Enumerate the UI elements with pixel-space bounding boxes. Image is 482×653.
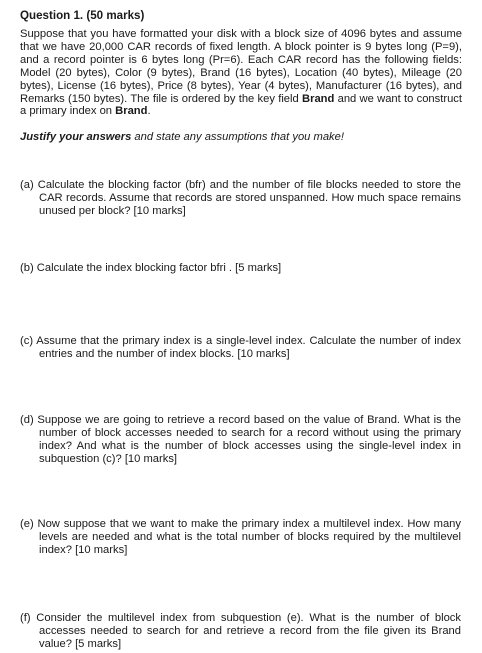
- question-intro: [20, 28, 462, 118]
- justify-emphasis: Justify your answers: [20, 131, 132, 143]
- subquestion-c: (c) Assume that the primary index is a single-level index. Calculate the number of index entries and the number of index blocks. [10 marks]: [20, 335, 461, 360]
- intro-text-continued: and we want to construct a primary index on: [20, 92, 463, 118]
- key-field-name: Brand: [302, 92, 335, 105]
- subquestion-b: (b) Calculate the index blocking factor bfri . [5 marks]: [20, 262, 282, 274]
- intro-text: Suppose that you have formatted your disk with a block size of 4096 bytes and assume that we have 20,000 CAR records of fixed length. A block pointer is 9 bytes long (P=9), and a record pointer is 6 bytes long (Pr=6). Each CAR record has the following fields: Model (20 bytes), Color (9 bytes), Brand (16 bytes), Location (40 bytes), Mileage (20 bytes), License (16 bytes), Price (8 bytes), Year (4 bytes), Manufacturer (16 bytes), and Remarks (150 bytes). The file is ordered by the key field: [20, 28, 462, 105]
- justify-remainder: and state any assumptions that you make!: [131, 131, 344, 143]
- subquestion-d: (d) Suppose we are going to retrieve a record based on the value of Brand. What is the number of block accesses needed to search for a record without using the primary index? And what is the number of block accesses using the single-level index in subquestion (c)? [10 marks]: [20, 414, 461, 465]
- index-field-name: Brand: [115, 105, 148, 118]
- subquestion-a: (a) Calculate the blocking factor (bfr) and the number of file blocks needed to store the CAR records. Assume that records are stored unspanned. How much space remains unused per block? [10 marks]: [20, 179, 461, 217]
- question-heading: Question 1. (50 marks): [20, 9, 145, 22]
- subquestion-e: (e) Now suppose that we want to make the primary index a multilevel index. How many levels are needed and what is the total number of blocks required by the multilevel index? [10 marks]: [20, 518, 461, 556]
- subquestion-f: (f) Consider the multilevel index from subquestion (e). What is the number of block accesses needed to search for and retrieve a record from the file given its Brand value? [5 marks]: [20, 612, 461, 650]
- justify-instruction: [20, 131, 344, 144]
- intro-period: .: [147, 105, 151, 118]
